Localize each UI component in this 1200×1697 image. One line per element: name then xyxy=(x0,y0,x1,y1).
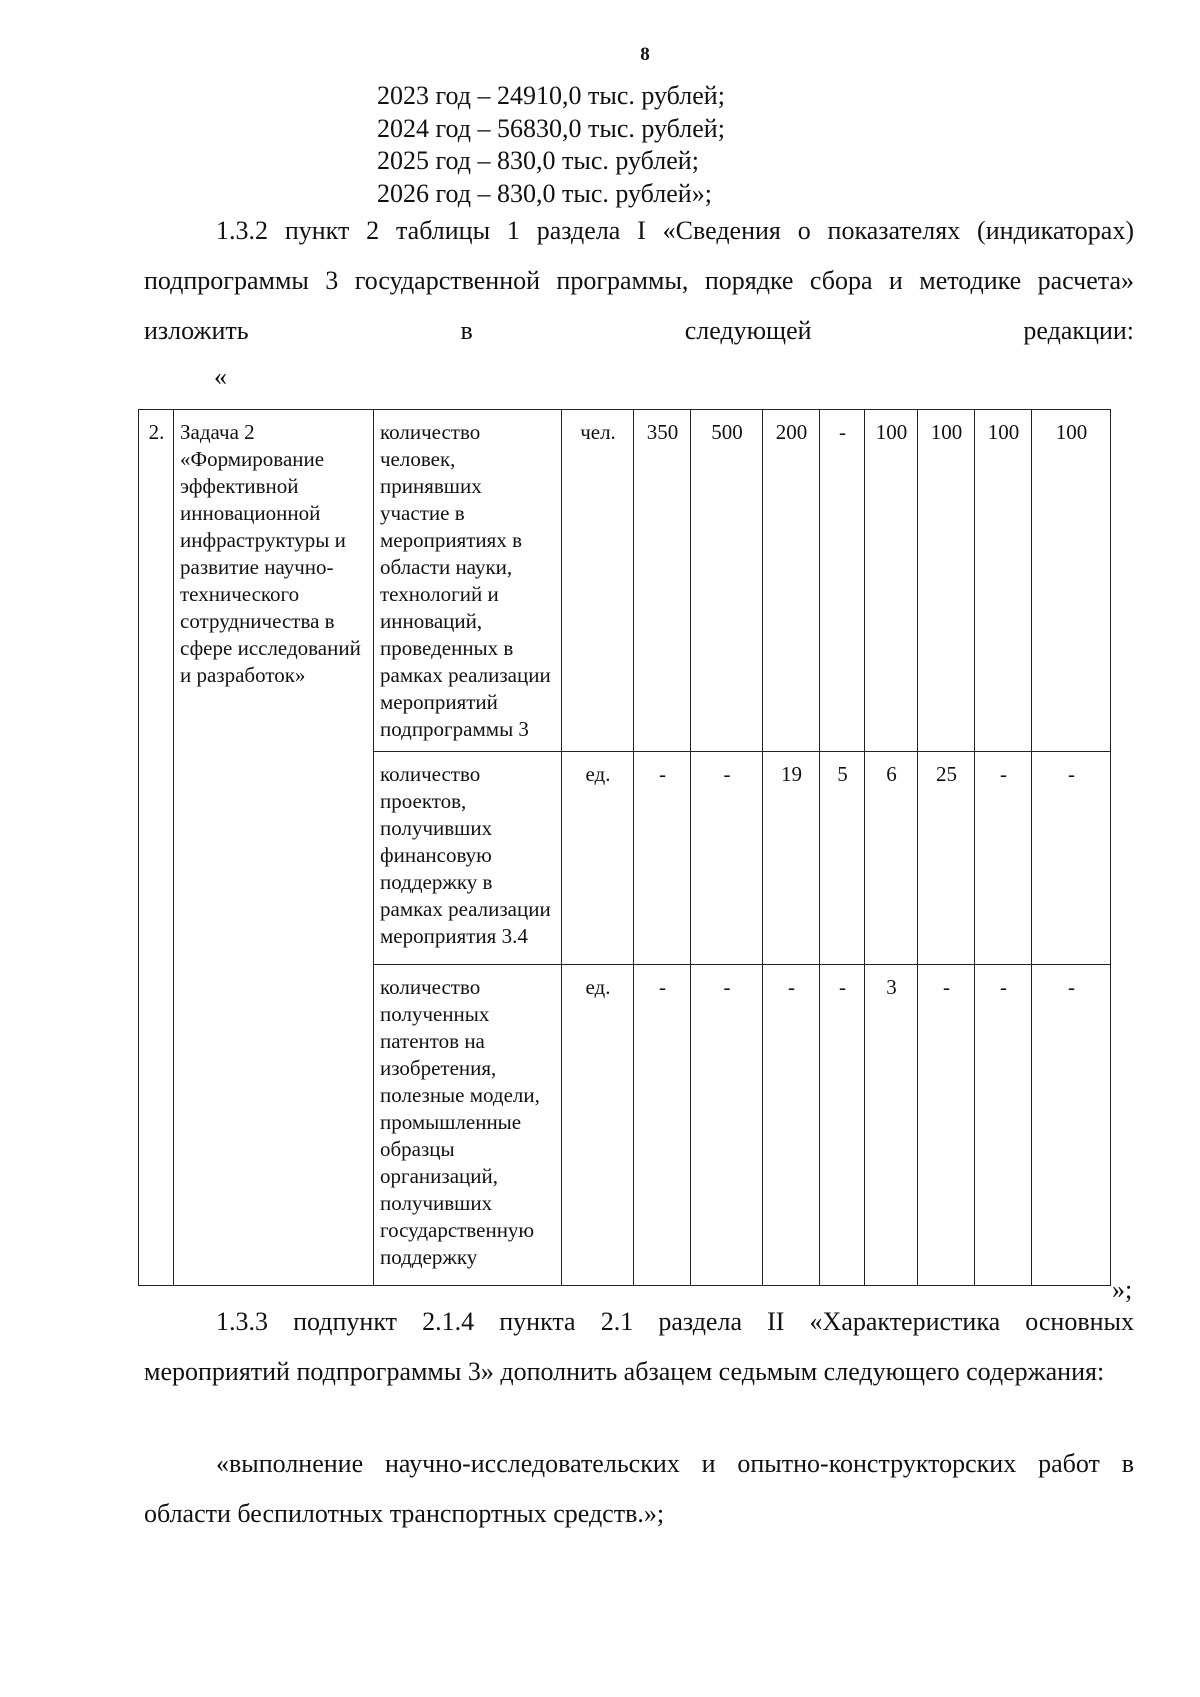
paragraph-1-3-3: 1.3.3 подпункт 2.1.4 пункта 2.1 раздела II «Характеристика основных мероприятий подпрограммы 3» дополнить абзацем седьмым следующего содержания: xyxy=(144,1307,1134,1386)
table-close-quote: »; xyxy=(1112,1275,1133,1304)
value-cell: - xyxy=(918,965,975,1286)
value-cell: 100 xyxy=(865,410,918,752)
row-number-cell: 2. xyxy=(139,410,174,1286)
funding-years-list xyxy=(377,80,725,210)
value-cell: - xyxy=(1032,965,1111,1286)
paragraph-quote: «выполнение научно-исследовательских и опытно-конструкторских работ в области беспилотных транспортных средств.»; xyxy=(144,1449,1134,1528)
value-cell: - xyxy=(634,752,691,965)
page-number: 8 xyxy=(640,44,650,65)
value-cell: 500 xyxy=(691,410,763,752)
value-cell: 100 xyxy=(1032,410,1111,752)
paragraph-1-3-2: 1.3.2 пункт 2 таблицы 1 раздела I «Сведения о показателях (индикаторах) подпрограммы 3 государственной программы, порядке сбора и методике расчета» изложить в следующей редакции: xyxy=(144,216,1134,345)
indicator-cell: количество проектов, получивших финансовую поддержку в рамках реализации мероприятия 3.4 xyxy=(374,752,562,965)
value-cell: 6 xyxy=(865,752,918,965)
funding-year-line: 2025 год – 830,0 тыс. рублей; xyxy=(377,146,699,175)
value-cell: 200 xyxy=(763,410,820,752)
value-cell: - xyxy=(820,965,865,1286)
indicator-cell: количество человек, принявших участие в мероприятиях в области науки, технологий и инноваций, проведенных в рамках реализации мероприятий подпрограммы 3 xyxy=(374,410,562,752)
unit-cell: чел. xyxy=(562,410,634,752)
value-cell: - xyxy=(691,752,763,965)
value-cell: - xyxy=(975,752,1032,965)
value-cell: - xyxy=(975,965,1032,1286)
funding-year-line: 2026 год – 830,0 тыс. рублей»; xyxy=(377,178,712,208)
value-cell: 3 xyxy=(865,965,918,1286)
value-cell: - xyxy=(820,410,865,752)
value-cell: 100 xyxy=(975,410,1032,752)
value-cell: - xyxy=(634,965,691,1286)
table-row xyxy=(139,410,1111,752)
unit-cell: ед. xyxy=(562,965,634,1286)
value-cell: 350 xyxy=(634,410,691,752)
funding-year-line: 2024 год – 56830,0 тыс. рублей; xyxy=(377,113,725,143)
value-cell: - xyxy=(763,965,820,1286)
value-cell: - xyxy=(1032,752,1111,965)
task-cell: Задача 2 «Формирование эффективной инновационной инфраструктуры и развитие научно-технического сотрудничества в сфере исследований и разработок» xyxy=(174,410,374,1286)
unit-cell: ед. xyxy=(562,752,634,965)
indicators-table xyxy=(138,409,1111,1286)
value-cell: 25 xyxy=(918,752,975,965)
table-open-quote: « xyxy=(214,362,227,391)
indicator-cell: количество полученных патентов на изобретения, полезные модели, промышленные образцы организаций, получивших государственную поддержку xyxy=(374,965,562,1286)
value-cell: - xyxy=(691,965,763,1286)
value-cell: 19 xyxy=(763,752,820,965)
value-cell: 5 xyxy=(820,752,865,965)
funding-year-line: 2023 год – 24910,0 тыс. рублей; xyxy=(377,81,725,110)
value-cell: 100 xyxy=(918,410,975,752)
